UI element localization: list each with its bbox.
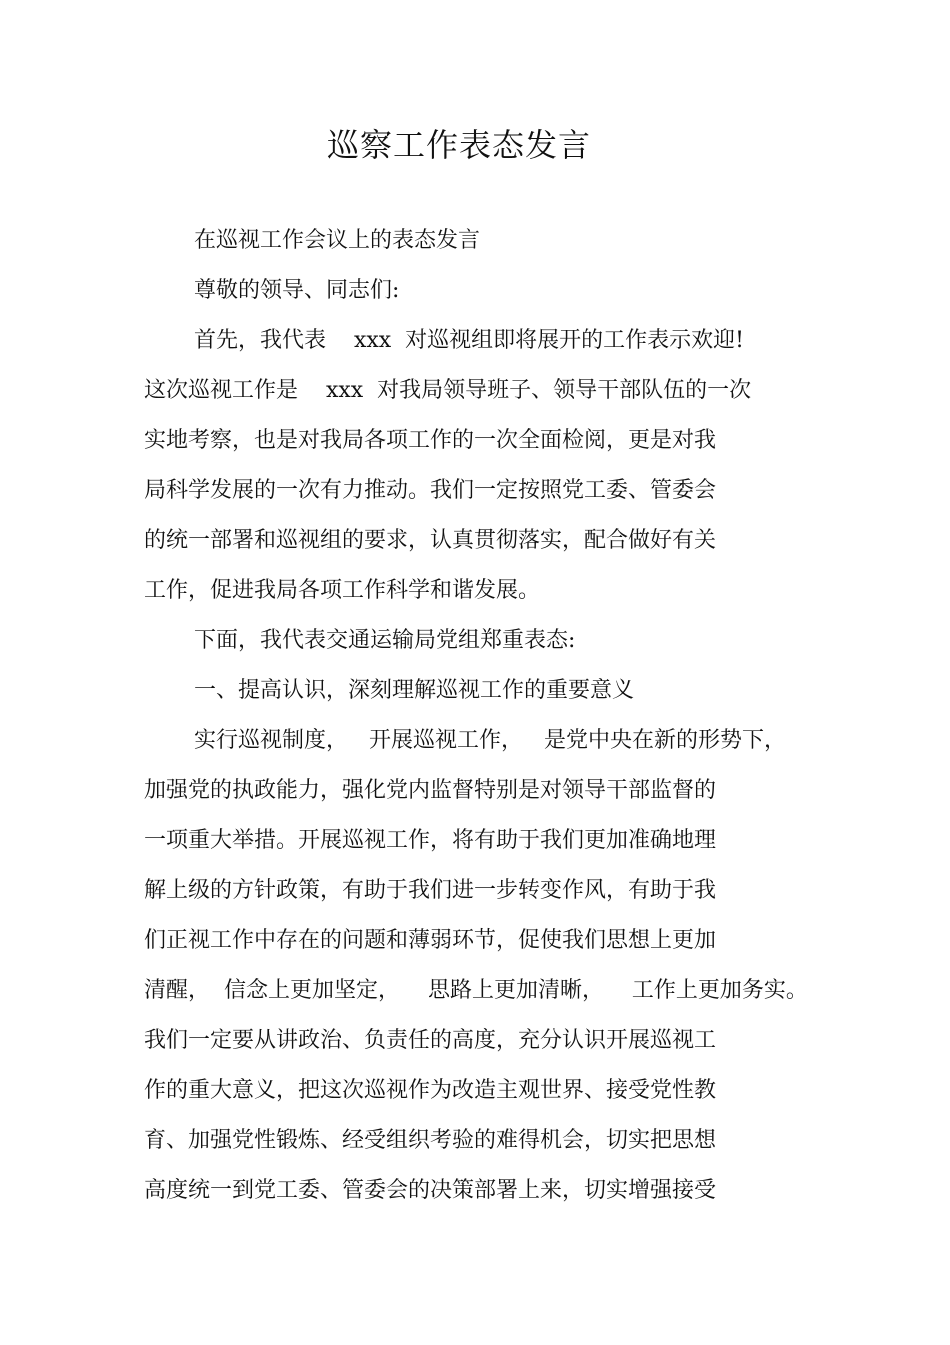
text-line: 实行巡视制度， 开展巡视工作， 是党中央在新的形势下， bbox=[194, 728, 786, 753]
text-line: 作的重大意义，把这次巡视作为改造主观世界、接受党性教 bbox=[144, 1078, 717, 1103]
text-line: 首先，我代表 xxx 对巡视组即将展开的工作表示欢迎! bbox=[194, 328, 745, 353]
text-line: 高度统一到党工委、管委会的决策部署上来，切实增强接受 bbox=[144, 1178, 717, 1203]
text-line: 尊敬的领导、同志们: bbox=[194, 278, 400, 303]
text-line: 我们一定要从讲政治、负责任的高度，充分认识开展巡视工 bbox=[144, 1028, 717, 1053]
text-line: 们正视工作中存在的问题和薄弱环节，促使我们思想上更加 bbox=[144, 928, 717, 953]
text-line: 局科学发展的一次有力推动。我们一定按照党工委、管委会 bbox=[144, 478, 717, 503]
text-line: 这次巡视工作是 xxx 对我局领导班子、领导干部队伍的一次 bbox=[144, 378, 752, 403]
text-line: 的统一部署和巡视组的要求，认真贯彻落实，配合做好有关 bbox=[144, 528, 717, 553]
text-line: 清醒， 信念上更加坚定， 思路上更加清晰， 工作上更加务实。 bbox=[144, 978, 808, 1003]
text-line: 在巡视工作会议上的表态发言 bbox=[194, 228, 481, 253]
text-line: 加强党的执政能力，强化党内监督特别是对领导干部监督的 bbox=[144, 778, 717, 803]
text-line: 工作，促进我局各项工作科学和谐发展。 bbox=[144, 578, 541, 603]
text-line: 实地考察，也是对我局各项工作的一次全面检阅，更是对我 bbox=[144, 428, 717, 453]
section-heading: 一、提高认识，深刻理解巡视工作的重要意义 bbox=[194, 678, 635, 703]
text-line: 解上级的方针政策，有助于我们进一步转变作风，有助于我 bbox=[144, 878, 717, 903]
text-line: 育、加强党性锻炼、经受组织考验的难得机会，切实把思想 bbox=[144, 1128, 717, 1153]
text-line: 一项重大举措。开展巡视工作，将有助于我们更加准确地理 bbox=[144, 828, 717, 853]
document-title: 巡察工作表态发言 bbox=[326, 126, 591, 164]
text-line: 下面，我代表交通运输局党组郑重表态: bbox=[194, 628, 576, 653]
